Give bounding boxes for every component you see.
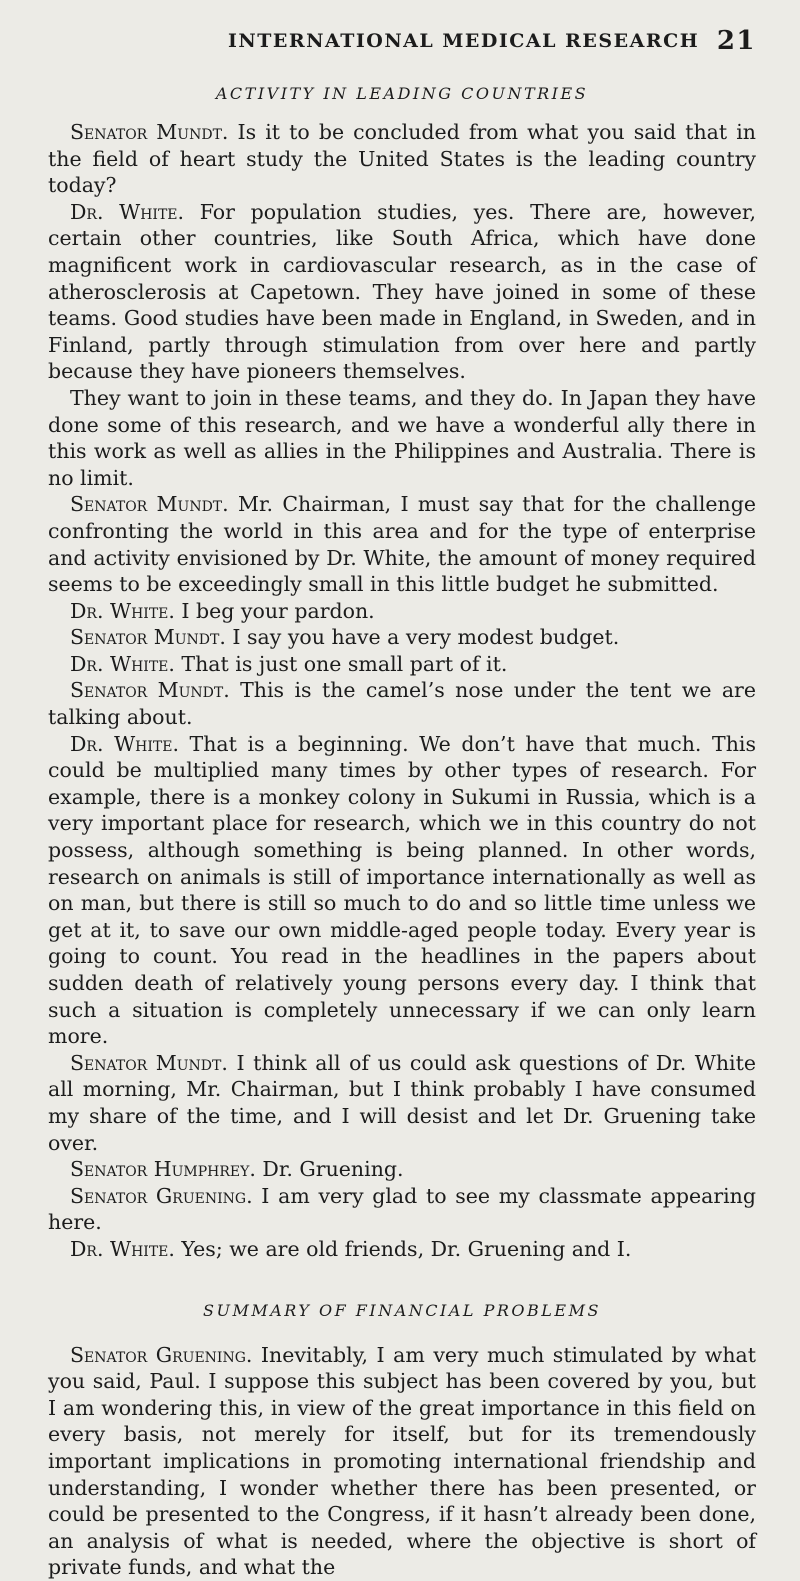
paragraph bbox=[48, 598, 756, 625]
paragraph-text: That is just one small part of it. bbox=[174, 651, 508, 676]
paragraph-text: For population studies, yes. There are, however, certain other countries, like South Africa, which have done magnificent work in cardiovascular research, as in the case of atherosclerosis at Capetown. They have joined in some of these teams. Good studies have been made in England, in Sweden, and in Finland, partly through stimulation from over here and partly because they have pioneers themselves. bbox=[48, 199, 756, 384]
speaker-name: Dr. White. bbox=[70, 1236, 175, 1261]
paragraph-text: This is the camel’s nose under the tent we are talking about. bbox=[48, 678, 756, 730]
section-heading-activity: ACTIVITY IN LEADING COUNTRIES bbox=[215, 84, 589, 103]
paragraph-text: Dr. Gruening. bbox=[255, 1157, 404, 1182]
paragraph-text: I say you have a very modest budget. bbox=[225, 625, 620, 650]
speaker-name: Senator Mundt. bbox=[70, 1050, 228, 1075]
speaker-name: Dr. White. bbox=[70, 651, 175, 676]
running-head-title: INTERNATIONAL MEDICAL RESEARCH bbox=[228, 30, 700, 52]
paragraph-text: Yes; we are old friends, Dr. Gruening and I. bbox=[174, 1236, 632, 1261]
section-heading-financial: SUMMARY OF FINANCIAL PROBLEMS bbox=[203, 1300, 601, 1320]
speaker-name: Senator Mundt. bbox=[70, 625, 226, 650]
speaker-name: Senator Gruening. bbox=[70, 1342, 253, 1367]
paragraph-text: They want to join in these teams, and they do. In Japan they have done some of this research, and we have a wonderful ally there in this work as well as allies in the Philippines and Australia. There is no limit. bbox=[48, 385, 756, 490]
paragraph-text: I am very glad to see my classmate appearing here. bbox=[48, 1183, 756, 1235]
paragraph bbox=[48, 1050, 756, 1156]
paragraph bbox=[48, 199, 756, 385]
paragraph-text: I think all of us could ask questions of Dr. White all morning, Mr. Chairman, but I think probably I have consumed my share of the time, and I will desist and let Dr. Gruening take over. bbox=[48, 1050, 756, 1155]
speaker-name: Senator Mundt. bbox=[70, 678, 230, 703]
speaker-name: Senator Gruening. bbox=[70, 1183, 253, 1208]
paragraph bbox=[48, 491, 756, 597]
speaker-name: Senator Mundt. bbox=[70, 120, 229, 144]
paragraph bbox=[48, 385, 756, 491]
paragraph bbox=[48, 1156, 756, 1183]
speaker-name: Dr. White. bbox=[70, 731, 179, 756]
section-body-financial bbox=[48, 1342, 756, 1581]
speaker-name: Dr. White. bbox=[70, 598, 175, 623]
speaker-name: Senator Humphrey. bbox=[70, 1157, 256, 1182]
paragraph-text: Inevitably, I am very much stimulated by what you said, Paul. I suppose this subject has been covered by you, but I am wondering this, in view of the great importance in this field on every basis, not merely for itself, but for its tremendously important implications in promoting international friendship and understanding, I wonder whether there has been presented, or could be presented to the Congress, if it hasn’t already been done, an analysis of what is needed, where the objective is short of private funds, and what the bbox=[48, 1342, 756, 1580]
section-body-activity bbox=[48, 119, 756, 1263]
paragraph bbox=[48, 651, 756, 678]
paragraph bbox=[48, 1342, 756, 1581]
paragraph-text: That is a beginning. We don’t have that much. This could be multiplied many times by other types of research. For example, there is a monkey colony in Sukumi in Russia, which is a very important place for research, which we in this country do not possess, although something is being planned. In other words, research on animals is still of importance internationally as well as on man, but there is still so much to do and so little time unless we get at it, to save our own middle-aged people today. Every year is going to count. You read in the headlines in the papers about sudden death of relatively young persons every day. I think that such a situation is completely unnecessary if we can only learn more. bbox=[48, 731, 756, 1049]
paragraph bbox=[48, 1183, 756, 1236]
paragraph bbox=[48, 677, 756, 730]
paragraph bbox=[48, 731, 756, 1050]
paragraph-text: Mr. Chairman, I must say that for the challenge confronting the world in this area and for the type of enterprise and activity envisioned by Dr. White, the amount of money required seems to be exceedingly small in this little budget he submitted. bbox=[48, 492, 756, 597]
paragraph bbox=[48, 624, 756, 651]
running-head bbox=[48, 28, 756, 68]
page-number: 21 bbox=[716, 26, 756, 56]
speaker-name: Dr. White. bbox=[70, 199, 185, 224]
paragraph bbox=[48, 1236, 756, 1263]
paragraph bbox=[48, 119, 756, 199]
paragraph-text: Is it to be concluded from what you said that in the field of heart study the United States is the leading country today? bbox=[48, 120, 756, 198]
speaker-name: Senator Mundt. bbox=[70, 492, 229, 517]
paragraph-text: I beg your pardon. bbox=[174, 598, 375, 623]
